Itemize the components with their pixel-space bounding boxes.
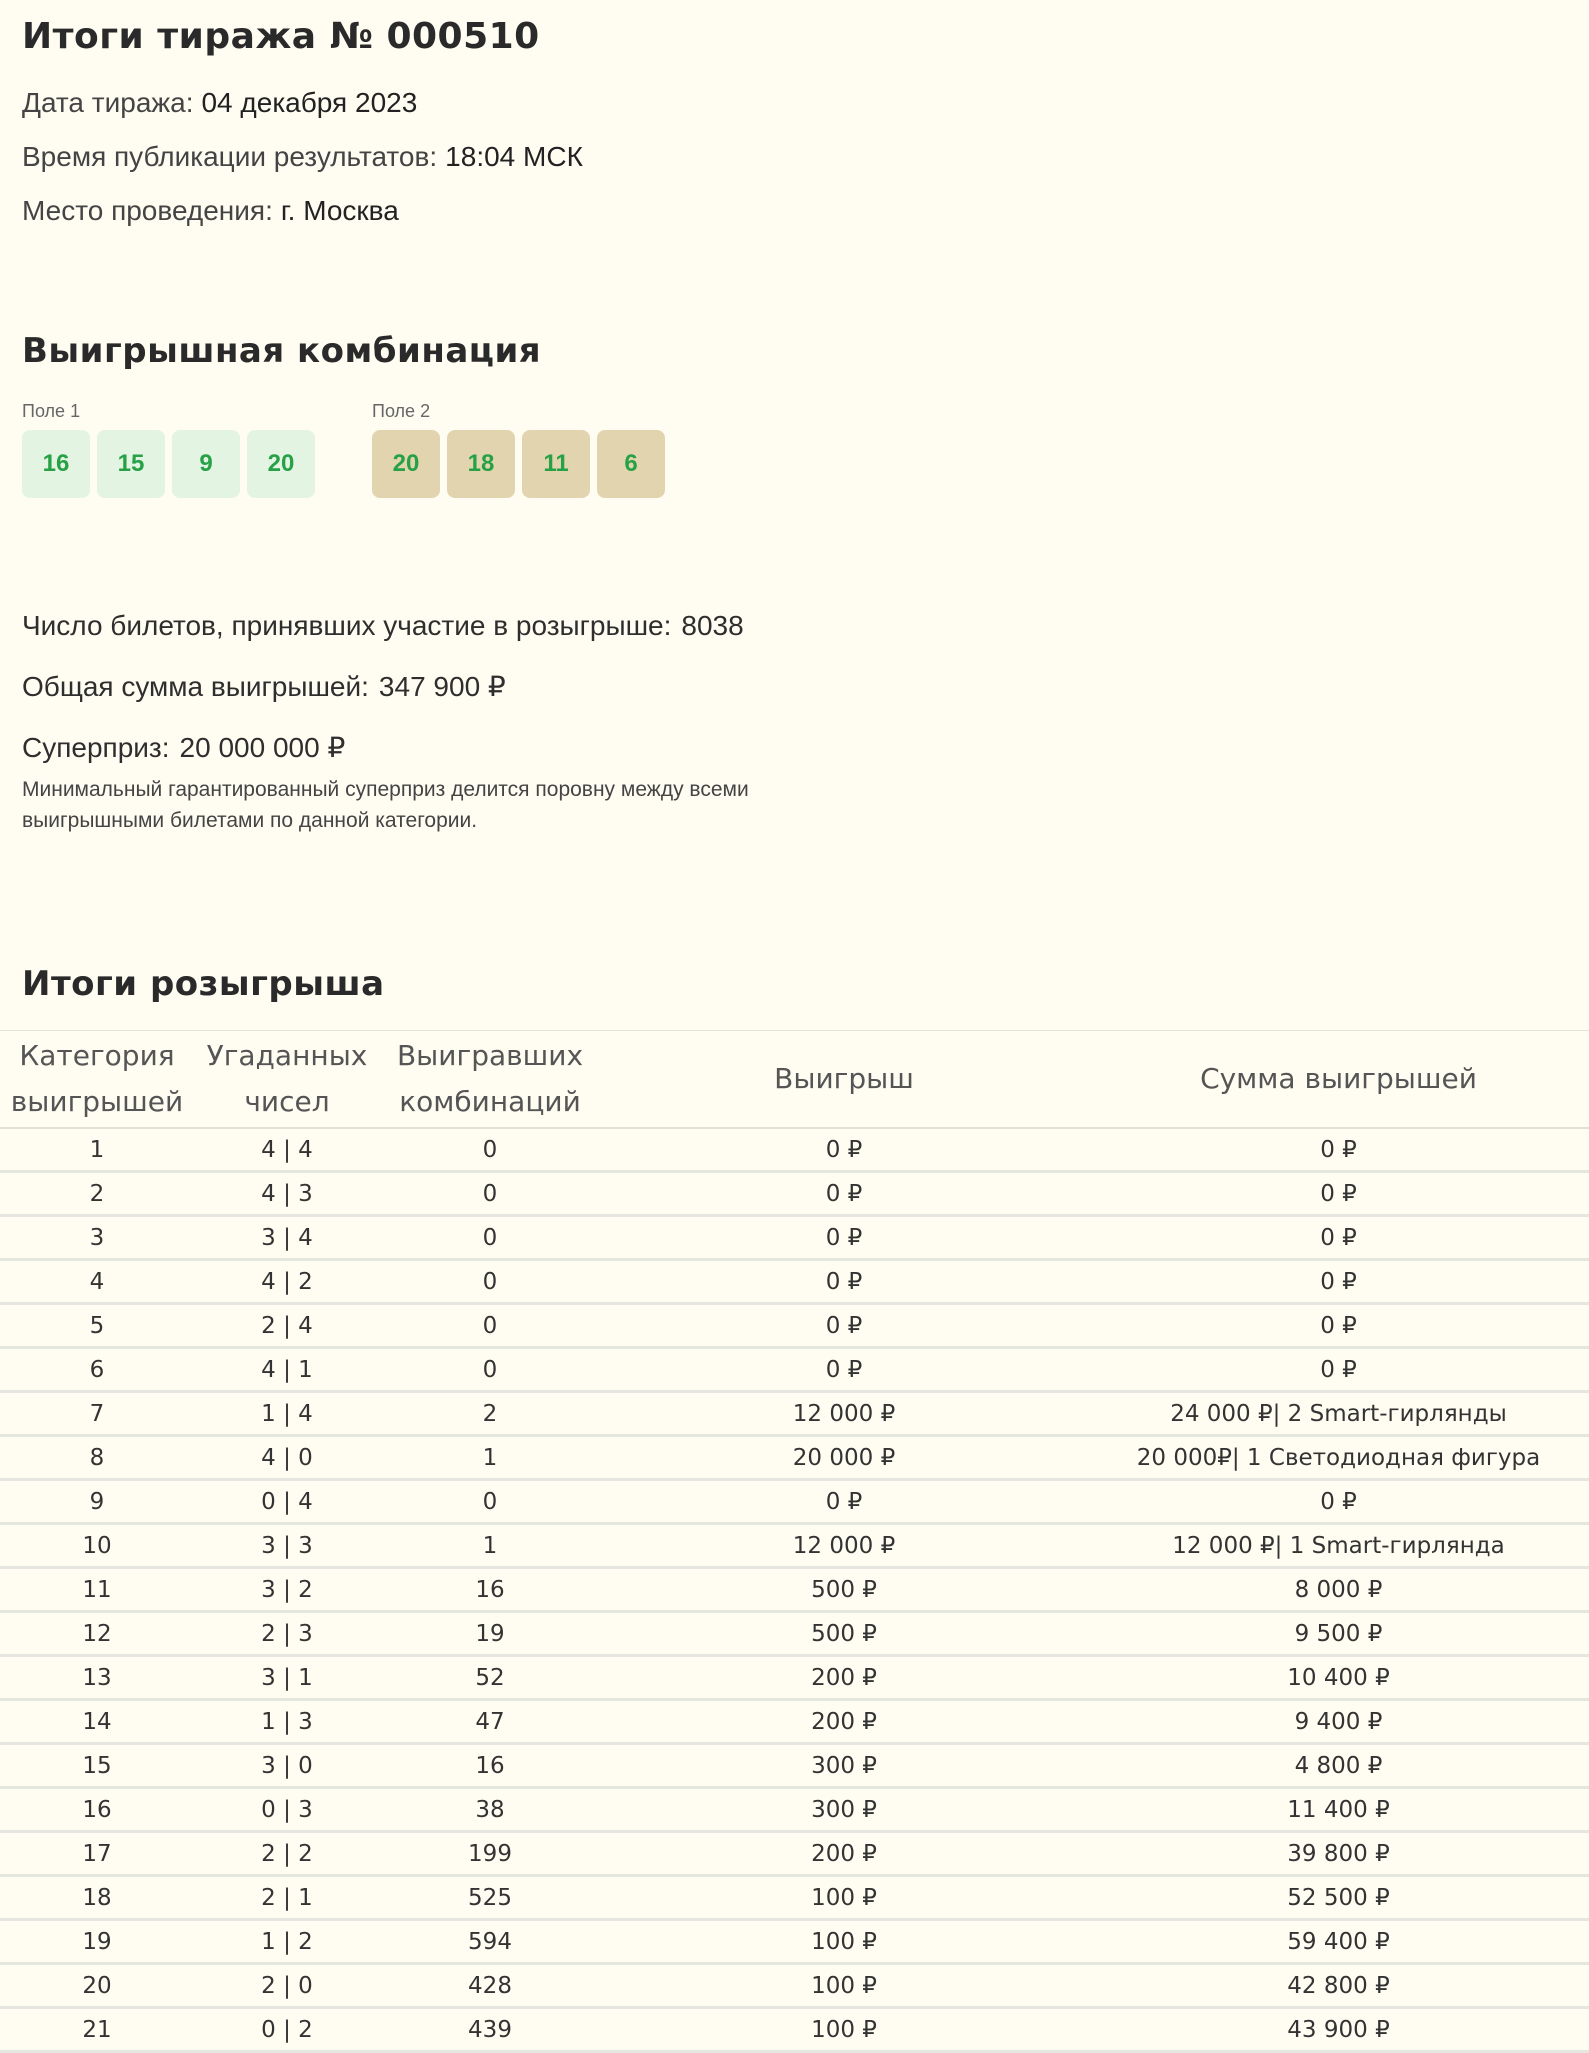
winning-count-cell: 594	[380, 1920, 600, 1964]
tickets-count-value: 8038	[681, 610, 744, 641]
sum-cell: 39 800 ₽	[1088, 1832, 1589, 1876]
superprize-note	[22, 774, 902, 836]
results-title: Итоги розыгрыша	[22, 964, 385, 1004]
draw-date	[22, 87, 1567, 119]
sum-cell: 9 500 ₽	[1088, 1612, 1589, 1656]
prize-cell: 12 000 ₽	[600, 1524, 1088, 1568]
total-winnings-label: Общая сумма выигрышей:	[22, 671, 369, 702]
winning-count-cell: 19	[380, 1612, 600, 1656]
guessed-cell: 2 | 0	[194, 1964, 380, 2008]
prize-cell: 12 000 ₽	[600, 1392, 1088, 1436]
number-ball: 20	[372, 430, 440, 498]
winning-count-cell: 52	[380, 1656, 600, 1700]
page-title: Итоги тиража № 000510	[22, 16, 540, 57]
number-ball: 9	[172, 430, 240, 498]
table-row	[0, 1700, 1589, 1744]
column-header-prize: Выигрыш	[600, 1031, 1088, 1129]
category-cell: 2	[0, 1172, 194, 1216]
prize-cell: 200 ₽	[600, 1700, 1088, 1744]
table-row	[0, 1172, 1589, 1216]
superprize-note-line: выигрышными билетами по данной категории.	[22, 809, 478, 832]
tickets-count	[22, 610, 1567, 642]
number-ball: 15	[97, 430, 165, 498]
table-row	[0, 1568, 1589, 1612]
table-row	[0, 1788, 1589, 1832]
guessed-cell: 4 | 2	[194, 1260, 380, 1304]
table-row	[0, 2008, 1589, 2052]
category-cell: 3	[0, 1216, 194, 1260]
guessed-cell: 2 | 4	[194, 1304, 380, 1348]
number-ball: 6	[597, 430, 665, 498]
category-cell: 19	[0, 1920, 194, 1964]
guessed-cell: 2 | 3	[194, 1612, 380, 1656]
category-cell: 21	[0, 2008, 194, 2052]
table-row	[0, 1304, 1589, 1348]
winning-count-cell: 38	[380, 1788, 600, 1832]
publish-time	[22, 141, 1567, 173]
guessed-cell: 4 | 4	[194, 1128, 380, 1172]
table-row	[0, 1744, 1589, 1788]
prize-cell: 0 ₽	[600, 1480, 1088, 1524]
draw-place-label: Место проведения:	[22, 195, 273, 226]
winning-count-cell: 0	[380, 1172, 600, 1216]
results-table-header	[0, 1031, 1589, 1129]
tickets-count-label: Число билетов, принявших участие в розыгрыше:	[22, 610, 672, 641]
prize-cell: 0 ₽	[600, 1304, 1088, 1348]
table-row	[0, 1348, 1589, 1392]
guessed-cell: 3 | 3	[194, 1524, 380, 1568]
sum-cell: 11 400 ₽	[1088, 1788, 1589, 1832]
column-header-sum: Сумма выигрышей	[1088, 1031, 1589, 1129]
field-1-numbers	[22, 430, 322, 498]
prize-cell: 20 000 ₽	[600, 1436, 1088, 1480]
prize-cell: 0 ₽	[600, 1216, 1088, 1260]
number-ball: 18	[447, 430, 515, 498]
sum-cell: 24 000 ₽| 2 Smart-гирлянды	[1088, 1392, 1589, 1436]
winning-count-cell: 0	[380, 1304, 600, 1348]
field-2-numbers	[372, 430, 672, 498]
results-table-body	[0, 1128, 1589, 2052]
winning-count-cell: 0	[380, 1348, 600, 1392]
prize-cell: 100 ₽	[600, 1920, 1088, 1964]
category-cell: 8	[0, 1436, 194, 1480]
category-cell: 18	[0, 1876, 194, 1920]
category-cell: 4	[0, 1260, 194, 1304]
sum-cell: 0 ₽	[1088, 1172, 1589, 1216]
draw-date-label: Дата тиража:	[22, 87, 194, 118]
field-1	[22, 401, 322, 498]
superprize-label: Суперприз:	[22, 732, 170, 763]
table-row	[0, 1832, 1589, 1876]
publish-time-label: Время публикации результатов:	[22, 141, 438, 172]
column-header-category: Категория выигрышей	[0, 1031, 194, 1129]
column-header-winning-combinations: Выигравших комбинаций	[380, 1031, 600, 1129]
category-cell: 17	[0, 1832, 194, 1876]
table-row	[0, 1920, 1589, 1964]
table-row	[0, 1612, 1589, 1656]
table-row	[0, 1392, 1589, 1436]
sum-cell: 0 ₽	[1088, 1128, 1589, 1172]
guessed-cell: 2 | 2	[194, 1832, 380, 1876]
table-row	[0, 1128, 1589, 1172]
superprize-note-line: Минимальный гарантированный суперприз делится поровну между всеми	[22, 778, 749, 801]
guessed-cell: 3 | 2	[194, 1568, 380, 1612]
prize-cell: 100 ₽	[600, 1876, 1088, 1920]
draw-place-value: г. Москва	[280, 195, 399, 226]
prize-cell: 200 ₽	[600, 1656, 1088, 1700]
guessed-cell: 4 | 1	[194, 1348, 380, 1392]
winning-count-cell: 1	[380, 1524, 600, 1568]
winning-count-cell: 199	[380, 1832, 600, 1876]
prize-cell: 100 ₽	[600, 1964, 1088, 2008]
sum-cell: 4 800 ₽	[1088, 1744, 1589, 1788]
superprize-value: 20 000 000 ₽	[179, 732, 346, 763]
winning-count-cell: 0	[380, 1480, 600, 1524]
guessed-cell: 2 | 1	[194, 1876, 380, 1920]
winning-count-cell: 439	[380, 2008, 600, 2052]
guessed-cell: 3 | 1	[194, 1656, 380, 1700]
category-cell: 16	[0, 1788, 194, 1832]
winning-count-cell: 0	[380, 1128, 600, 1172]
guessed-cell: 3 | 4	[194, 1216, 380, 1260]
winning-count-cell: 525	[380, 1876, 600, 1920]
column-header-guessed: Угаданных чисел	[194, 1031, 380, 1129]
draw-place	[22, 195, 1567, 227]
winning-combination-title: Выигрышная комбинация	[22, 331, 542, 371]
category-cell: 14	[0, 1700, 194, 1744]
table-row	[0, 1964, 1589, 2008]
table-row	[0, 1524, 1589, 1568]
winning-count-cell: 428	[380, 1964, 600, 2008]
winning-count-cell: 16	[380, 1744, 600, 1788]
total-winnings	[22, 670, 1567, 703]
superprize	[22, 731, 1567, 764]
prize-cell: 500 ₽	[600, 1612, 1088, 1656]
table-row	[0, 1656, 1589, 1700]
field-2-label: Поле 2	[372, 401, 431, 421]
table-row	[0, 1216, 1589, 1260]
category-cell: 11	[0, 1568, 194, 1612]
sum-cell: 0 ₽	[1088, 1348, 1589, 1392]
table-row	[0, 1480, 1589, 1524]
winning-count-cell: 0	[380, 1216, 600, 1260]
sum-cell: 0 ₽	[1088, 1216, 1589, 1260]
sum-cell: 10 400 ₽	[1088, 1656, 1589, 1700]
guessed-cell: 3 | 0	[194, 1744, 380, 1788]
prize-cell: 100 ₽	[600, 2008, 1088, 2052]
guessed-cell: 0 | 3	[194, 1788, 380, 1832]
winning-count-cell: 16	[380, 1568, 600, 1612]
prize-cell: 0 ₽	[600, 1172, 1088, 1216]
category-cell: 7	[0, 1392, 194, 1436]
sum-cell: 9 400 ₽	[1088, 1700, 1589, 1744]
category-cell: 20	[0, 1964, 194, 2008]
sum-cell: 59 400 ₽	[1088, 1920, 1589, 1964]
table-row	[0, 1260, 1589, 1304]
winning-count-cell: 1	[380, 1436, 600, 1480]
table-row	[0, 1436, 1589, 1480]
field-1-label: Поле 1	[22, 401, 81, 421]
table-row	[0, 1876, 1589, 1920]
guessed-cell: 0 | 2	[194, 2008, 380, 2052]
sum-cell: 20 000₽| 1 Светодиодная фигура	[1088, 1436, 1589, 1480]
category-cell: 13	[0, 1656, 194, 1700]
publish-time-value: 18:04 МСК	[445, 141, 583, 172]
prize-cell: 200 ₽	[600, 1832, 1088, 1876]
winning-count-cell: 0	[380, 1260, 600, 1304]
prize-cell: 300 ₽	[600, 1744, 1088, 1788]
winning-count-cell: 2	[380, 1392, 600, 1436]
category-cell: 1	[0, 1128, 194, 1172]
number-ball: 11	[522, 430, 590, 498]
sum-cell: 43 900 ₽	[1088, 2008, 1589, 2052]
category-cell: 6	[0, 1348, 194, 1392]
total-winnings-value: 347 900 ₽	[378, 671, 506, 702]
category-cell: 15	[0, 1744, 194, 1788]
draw-date-value: 04 декабря 2023	[201, 87, 418, 118]
draw-stats	[22, 610, 1567, 836]
sum-cell: 0 ₽	[1088, 1304, 1589, 1348]
field-2	[372, 401, 672, 498]
results-table	[0, 1030, 1589, 2053]
number-ball: 16	[22, 430, 90, 498]
guessed-cell: 1 | 4	[194, 1392, 380, 1436]
guessed-cell: 4 | 0	[194, 1436, 380, 1480]
prize-cell: 500 ₽	[600, 1568, 1088, 1612]
sum-cell: 52 500 ₽	[1088, 1876, 1589, 1920]
guessed-cell: 1 | 3	[194, 1700, 380, 1744]
sum-cell: 0 ₽	[1088, 1260, 1589, 1304]
sum-cell: 12 000 ₽| 1 Smart-гирлянда	[1088, 1524, 1589, 1568]
sum-cell: 42 800 ₽	[1088, 1964, 1589, 2008]
sum-cell: 8 000 ₽	[1088, 1568, 1589, 1612]
prize-cell: 0 ₽	[600, 1260, 1088, 1304]
winning-combination	[22, 401, 1567, 498]
guessed-cell: 0 | 4	[194, 1480, 380, 1524]
prize-cell: 0 ₽	[600, 1348, 1088, 1392]
category-cell: 9	[0, 1480, 194, 1524]
category-cell: 12	[0, 1612, 194, 1656]
category-cell: 10	[0, 1524, 194, 1568]
prize-cell: 300 ₽	[600, 1788, 1088, 1832]
category-cell: 5	[0, 1304, 194, 1348]
winning-count-cell: 47	[380, 1700, 600, 1744]
guessed-cell: 1 | 2	[194, 1920, 380, 1964]
sum-cell: 0 ₽	[1088, 1480, 1589, 1524]
prize-cell: 0 ₽	[600, 1128, 1088, 1172]
number-ball: 20	[247, 430, 315, 498]
guessed-cell: 4 | 3	[194, 1172, 380, 1216]
